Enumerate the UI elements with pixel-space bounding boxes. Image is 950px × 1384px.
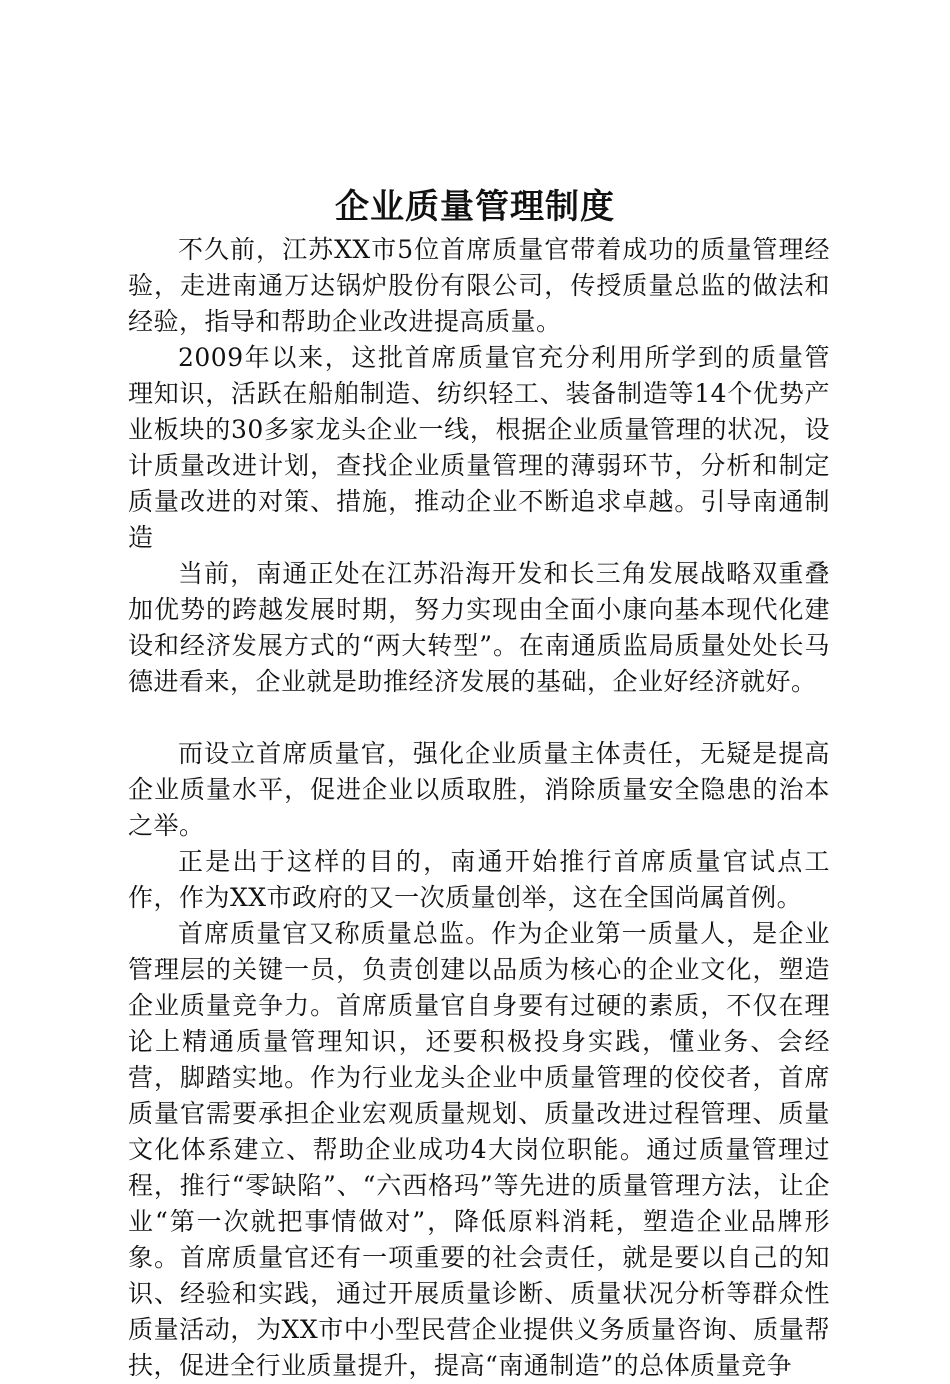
paragraph-2: 2009年以来，这批首席质量官充分利用所学到的质量管理知识，活跃在船舶制造、纺织轻工、装备制造等14个优势产业板块的30多家龙头企业一线，根据企业质量管理的状况，设计质量改进计划，查找企业质量管理的薄弱环节，分析和制定质量改进的对策、措施，推动企业不断追求卓越。引导南通制造 — [128, 343, 830, 552]
paragraph-3: 当前，南通正处在江苏沿海开发和长三角发展战略双重叠加优势的跨越发展时期，努力实现由全面小康向基本现代化建设和经济发展方式的“两大转型”。在南通质监局质量处处长马德进看来，企业就是助推经济发展的基础，企业好经济就好。 — [128, 559, 830, 696]
paragraph-1: 不久前，江苏XX市5位首席质量官带着成功的质量管理经验，走进南通万达锅炉股份有限公司，传授质量总监的做法和经验，指导和帮助企业改进提高质量。 — [128, 235, 830, 336]
paragraph-6: 首席质量官又称质量总监。作为企业第一质量人，是企业管理层的关键一员，负责创建以品质为核心的企业文化，塑造企业质量竞争力。首席质量官自身要有过硬的素质，不仅在理论上精通质量管理知识，还要积极投身实践，懂业务、会经营，脚踏实地。作为行业龙头企业中质量管理的佼佼者，首席质量官需要承担企业宏观质量规划、质量改进过程管理、质量文化体系建立、帮助企业成功4大岗位职能。通过质量管理过程，推行“零缺陷”、“六西格玛”等先进的质量管理方法，让企业“第一次就把事情做对”，降低原料消耗，塑造企业品牌形象。首席质量官还有一项重要的社会责任，就是要以自己的知识、经验和实践，通过开展质量诊断、质量状况分析等群众性质量活动，为XX市中小型民营企业提供义务质量咨询、质量帮扶，促进全行业质量提升，提高“南通制造”的总体质量竞争 — [128, 919, 830, 1380]
paragraph-5: 正是出于这样的目的，南通开始推行首席质量官试点工作，作为XX市政府的又一次质量创举，这在全国尚属首例。 — [128, 847, 830, 912]
paragraph-spacer — [128, 700, 830, 736]
paragraph-4: 而设立首席质量官，强化企业质量主体责任，无疑是提高企业质量水平，促进企业以质取胜，消除质量安全隐患的治本之举。 — [128, 739, 830, 840]
document-body — [128, 232, 830, 1384]
document-title: 企业质量管理制度 — [335, 187, 615, 227]
